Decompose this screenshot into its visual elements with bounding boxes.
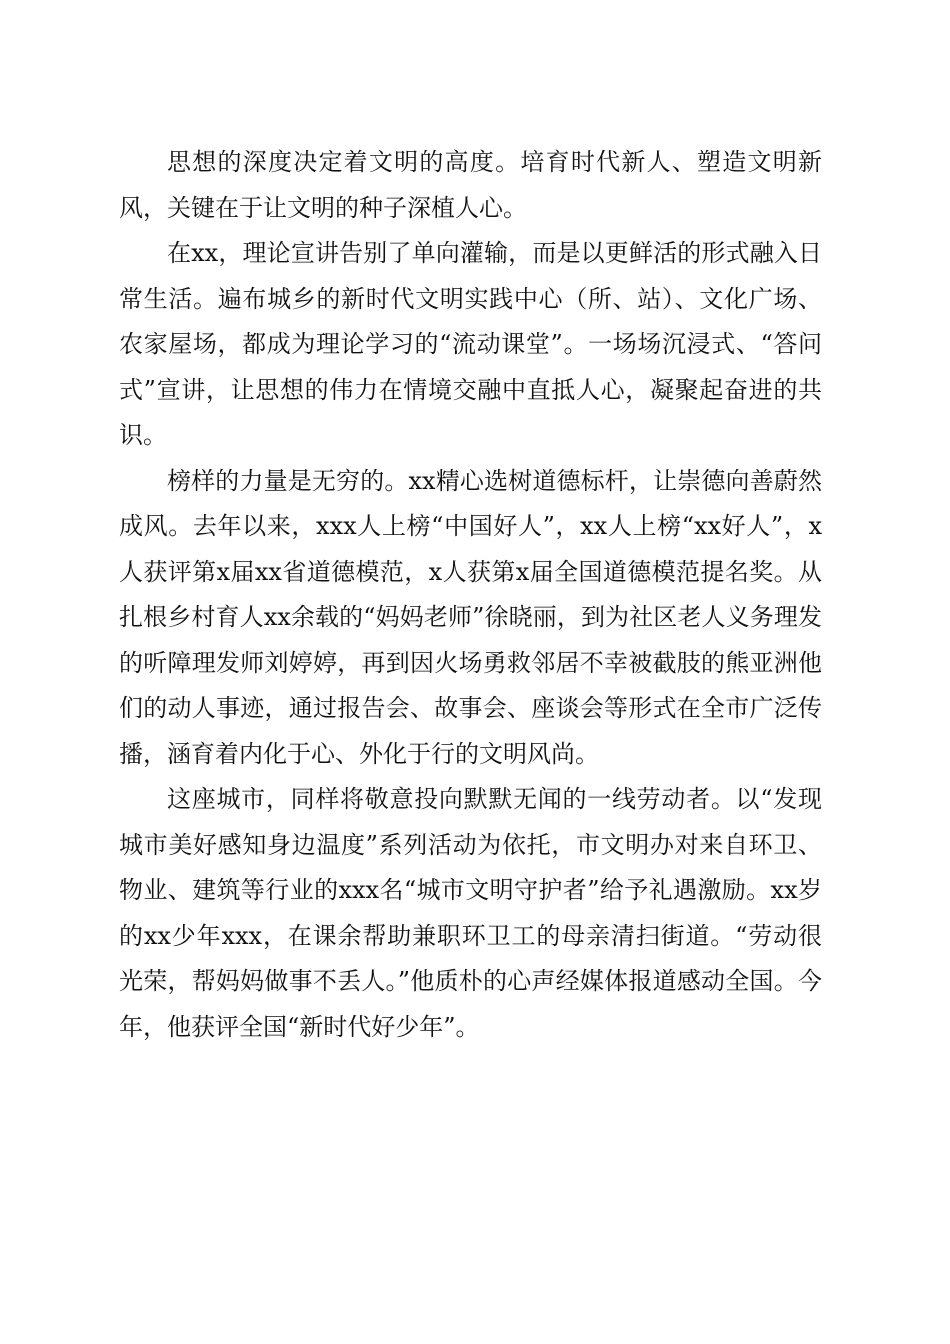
paragraph-2: 在xx，理论宣讲告别了单向灌输，而是以更鲜活的形式融入日常生活。遍布城乡的新时代文明实践中心（所、站）、文化广场、农家屋场，都成为理论学习的“流动课堂”。一场场沉浸式、“答问式”宣讲，让思想的伟力在情境交融中直抵人心，凝聚起奋进的共识。 — [119, 239, 822, 449]
paragraph-4: 这座城市，同样将敬意投向默默无闻的一线劳动者。以“发现城市美好感知身边温度”系列活动为依托，市文明办对来自环卫、物业、建筑等行业的xxx名“城市文明守护者”给予礼遇激励。xx岁的xx少年xxx，在课余帮助兼职环卫工的母亲清扫街道。“劳动很光荣，帮妈妈做事不丢人。”他质朴的心声经媒体报道感动全国。今年，他获评全国“新时代好少年”。 — [119, 785, 822, 1041]
document-body — [119, 140, 822, 1050]
paragraph-3: 榜样的力量是无穷的。xx精心选树道德标杆，让崇德向善蔚然成风。去年以来，xxx人上榜“中国好人”，xx人上榜“xx好人”，x人获评第x届xx省道德模范，x人获第x届全国道德模范提名奖。从扎根乡村育人xx余载的“妈妈老师”徐晓丽，到为社区老人义务理发的听障理发师刘婷婷，再到因火场勇救邻居不幸被截肢的熊亚洲他们的动人事迹，通过报告会、故事会、座谈会等形式在全市广泛传播，涵育着内化于心、外化于行的文明风尚。 — [119, 466, 822, 768]
paragraph-1: 思想的深度决定着文明的高度。培育时代新人、塑造文明新风，关键在于让文明的种子深植人心。 — [119, 148, 822, 222]
